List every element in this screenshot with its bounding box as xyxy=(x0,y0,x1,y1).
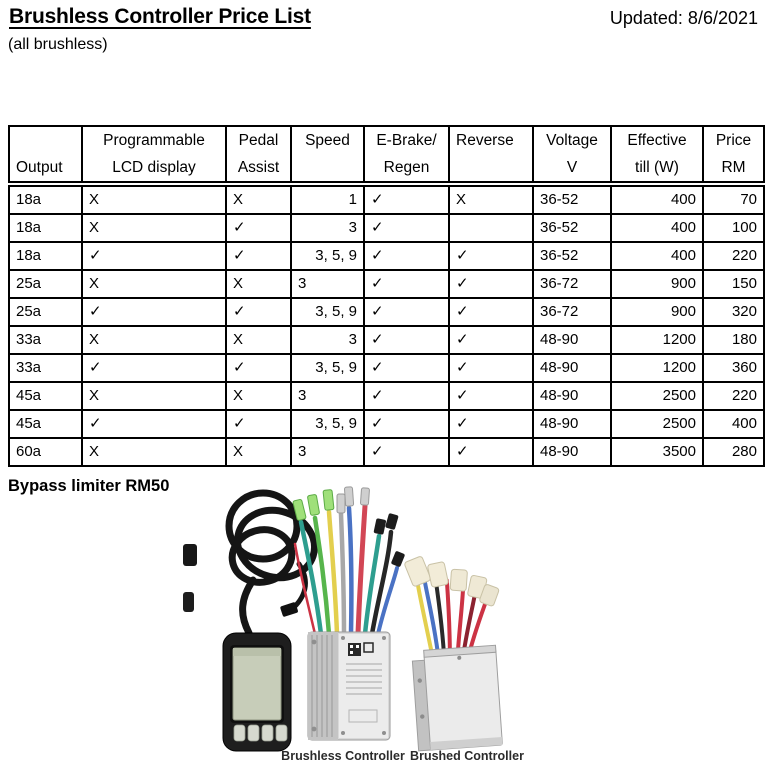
cell-pedal-assist: ✓ xyxy=(226,298,291,326)
cell-ebrake-regen: ✓ xyxy=(364,298,449,326)
cell-reverse: ✓ xyxy=(449,354,533,382)
cell-price: 400 xyxy=(703,410,764,438)
cell-ebrake-regen: ✓ xyxy=(364,242,449,270)
cell-effective-till: 400 xyxy=(611,184,703,214)
cell-pedal-assist: ✓ xyxy=(226,410,291,438)
cell-voltage: 48-90 xyxy=(533,382,611,410)
table-row xyxy=(9,242,764,270)
bypass-limiter-note: Bypass limiter RM50 xyxy=(8,477,170,495)
table-row xyxy=(9,326,764,354)
updated-date: Updated: 8/6/2021 xyxy=(609,8,758,28)
cell-voltage: 48-90 xyxy=(533,354,611,382)
cell-lcd-display: X xyxy=(82,326,226,354)
cell-lcd-display: ✓ xyxy=(82,298,226,326)
cell-voltage: 48-90 xyxy=(533,326,611,354)
cell-lcd-display: ✓ xyxy=(82,354,226,382)
brushed-body xyxy=(424,649,503,750)
cable-plug-icon xyxy=(280,602,299,617)
table-row xyxy=(9,214,764,242)
cell-reverse xyxy=(449,214,533,242)
table-row xyxy=(9,184,764,214)
cell-effective-till: 3500 xyxy=(611,438,703,466)
cell-voltage: 48-90 xyxy=(533,438,611,466)
cell-speed: 3 xyxy=(291,438,364,466)
cell-output: 18a xyxy=(9,214,82,242)
table-row xyxy=(9,382,764,410)
page-title: Brushless Controller Price List xyxy=(9,5,311,28)
column-header-effective-till: Effective till (W) xyxy=(611,126,703,184)
lcd-screen-shade xyxy=(233,648,281,656)
product-photo xyxy=(183,482,595,768)
cell-lcd-display: ✓ xyxy=(82,410,226,438)
cell-pedal-assist: X xyxy=(226,270,291,298)
cell-reverse: ✓ xyxy=(449,242,533,270)
cell-reverse: X xyxy=(449,184,533,214)
cell-ebrake-regen: ✓ xyxy=(364,354,449,382)
cell-lcd-display: X xyxy=(82,184,226,214)
cell-output: 18a xyxy=(9,242,82,270)
column-header-reverse: Reverse xyxy=(449,126,533,184)
cell-lcd-display: X xyxy=(82,438,226,466)
subtitle: (all brushless) xyxy=(8,36,108,53)
cell-price: 360 xyxy=(703,354,764,382)
cell-voltage: 36-72 xyxy=(533,270,611,298)
cell-reverse: ✓ xyxy=(449,410,533,438)
column-header-price: Price RM xyxy=(703,126,764,184)
price-table-body xyxy=(9,184,764,466)
cell-lcd-display: X xyxy=(82,382,226,410)
cell-speed: 3, 5, 9 xyxy=(291,242,364,270)
cell-speed: 3, 5, 9 xyxy=(291,410,364,438)
cell-price: 70 xyxy=(703,184,764,214)
cell-effective-till: 2500 xyxy=(611,382,703,410)
brushed-controller-image xyxy=(404,550,511,751)
cell-effective-till: 900 xyxy=(611,298,703,326)
cell-voltage: 36-52 xyxy=(533,214,611,242)
cell-pedal-assist: X xyxy=(226,184,291,214)
cell-ebrake-regen: ✓ xyxy=(364,410,449,438)
cell-lcd-display: ✓ xyxy=(82,242,226,270)
cell-output: 45a xyxy=(9,382,82,410)
cell-price: 100 xyxy=(703,214,764,242)
cell-price: 280 xyxy=(703,438,764,466)
cell-reverse: ✓ xyxy=(449,438,533,466)
cell-output: 25a xyxy=(9,298,82,326)
cell-voltage: 36-72 xyxy=(533,298,611,326)
cell-effective-till: 400 xyxy=(611,242,703,270)
cell-lcd-display: X xyxy=(82,270,226,298)
cell-reverse: ✓ xyxy=(449,270,533,298)
cell-output: 18a xyxy=(9,184,82,214)
cell-speed: 3 xyxy=(291,214,364,242)
cell-speed: 3, 5, 9 xyxy=(291,354,364,382)
cell-reverse: ✓ xyxy=(449,326,533,354)
table-row xyxy=(9,354,764,382)
cell-output: 33a xyxy=(9,326,82,354)
column-header-output: Output xyxy=(9,126,82,184)
column-header-voltage: Voltage V xyxy=(533,126,611,184)
cell-ebrake-regen: ✓ xyxy=(364,438,449,466)
column-header-lcd-display: Programmable LCD display xyxy=(82,126,226,184)
brushless-controller-label: Brushless Controller xyxy=(281,749,405,763)
cell-effective-till: 1200 xyxy=(611,326,703,354)
table-row xyxy=(9,298,764,326)
cell-speed: 3, 5, 9 xyxy=(291,298,364,326)
loose-connector-icon xyxy=(183,544,197,612)
cell-speed: 3 xyxy=(291,270,364,298)
cell-ebrake-regen: ✓ xyxy=(364,382,449,410)
cell-speed: 3 xyxy=(291,326,364,354)
cell-ebrake-regen: ✓ xyxy=(364,270,449,298)
column-header-pedal-assist: Pedal Assist xyxy=(226,126,291,184)
column-header-ebrake-regen: E-Brake/ Regen xyxy=(364,126,449,184)
cell-reverse: ✓ xyxy=(449,382,533,410)
cell-pedal-assist: X xyxy=(226,382,291,410)
cell-output: 60a xyxy=(9,438,82,466)
cell-pedal-assist: ✓ xyxy=(226,214,291,242)
cell-pedal-assist: X xyxy=(226,438,291,466)
cell-effective-till: 900 xyxy=(611,270,703,298)
cell-reverse: ✓ xyxy=(449,298,533,326)
cell-price: 320 xyxy=(703,298,764,326)
cell-effective-till: 400 xyxy=(611,214,703,242)
cell-ebrake-regen: ✓ xyxy=(364,326,449,354)
column-header-speed: Speed xyxy=(291,126,364,184)
cell-pedal-assist: ✓ xyxy=(226,242,291,270)
cell-price: 220 xyxy=(703,242,764,270)
table-row xyxy=(9,438,764,466)
cell-pedal-assist: X xyxy=(226,326,291,354)
table-row xyxy=(9,270,764,298)
cell-voltage: 36-52 xyxy=(533,184,611,214)
cell-output: 25a xyxy=(9,270,82,298)
price-table xyxy=(8,125,765,467)
cell-voltage: 36-52 xyxy=(533,242,611,270)
cell-pedal-assist: ✓ xyxy=(226,354,291,382)
brushed-controller-label: Brushed Controller xyxy=(410,749,524,763)
table-row xyxy=(9,410,764,438)
cell-effective-till: 1200 xyxy=(611,354,703,382)
cell-output: 33a xyxy=(9,354,82,382)
lcd-screen xyxy=(233,648,281,720)
brushed-connectors xyxy=(404,550,501,612)
table-header-row xyxy=(9,126,764,184)
cell-output: 45a xyxy=(9,410,82,438)
cell-lcd-display: X xyxy=(82,214,226,242)
cell-price: 180 xyxy=(703,326,764,354)
cell-speed: 1 xyxy=(291,184,364,214)
cell-speed: 3 xyxy=(291,382,364,410)
cell-effective-till: 2500 xyxy=(611,410,703,438)
cell-voltage: 48-90 xyxy=(533,410,611,438)
cell-price: 150 xyxy=(703,270,764,298)
cell-price: 220 xyxy=(703,382,764,410)
cell-ebrake-regen: ✓ xyxy=(364,214,449,242)
cell-ebrake-regen: ✓ xyxy=(364,184,449,214)
